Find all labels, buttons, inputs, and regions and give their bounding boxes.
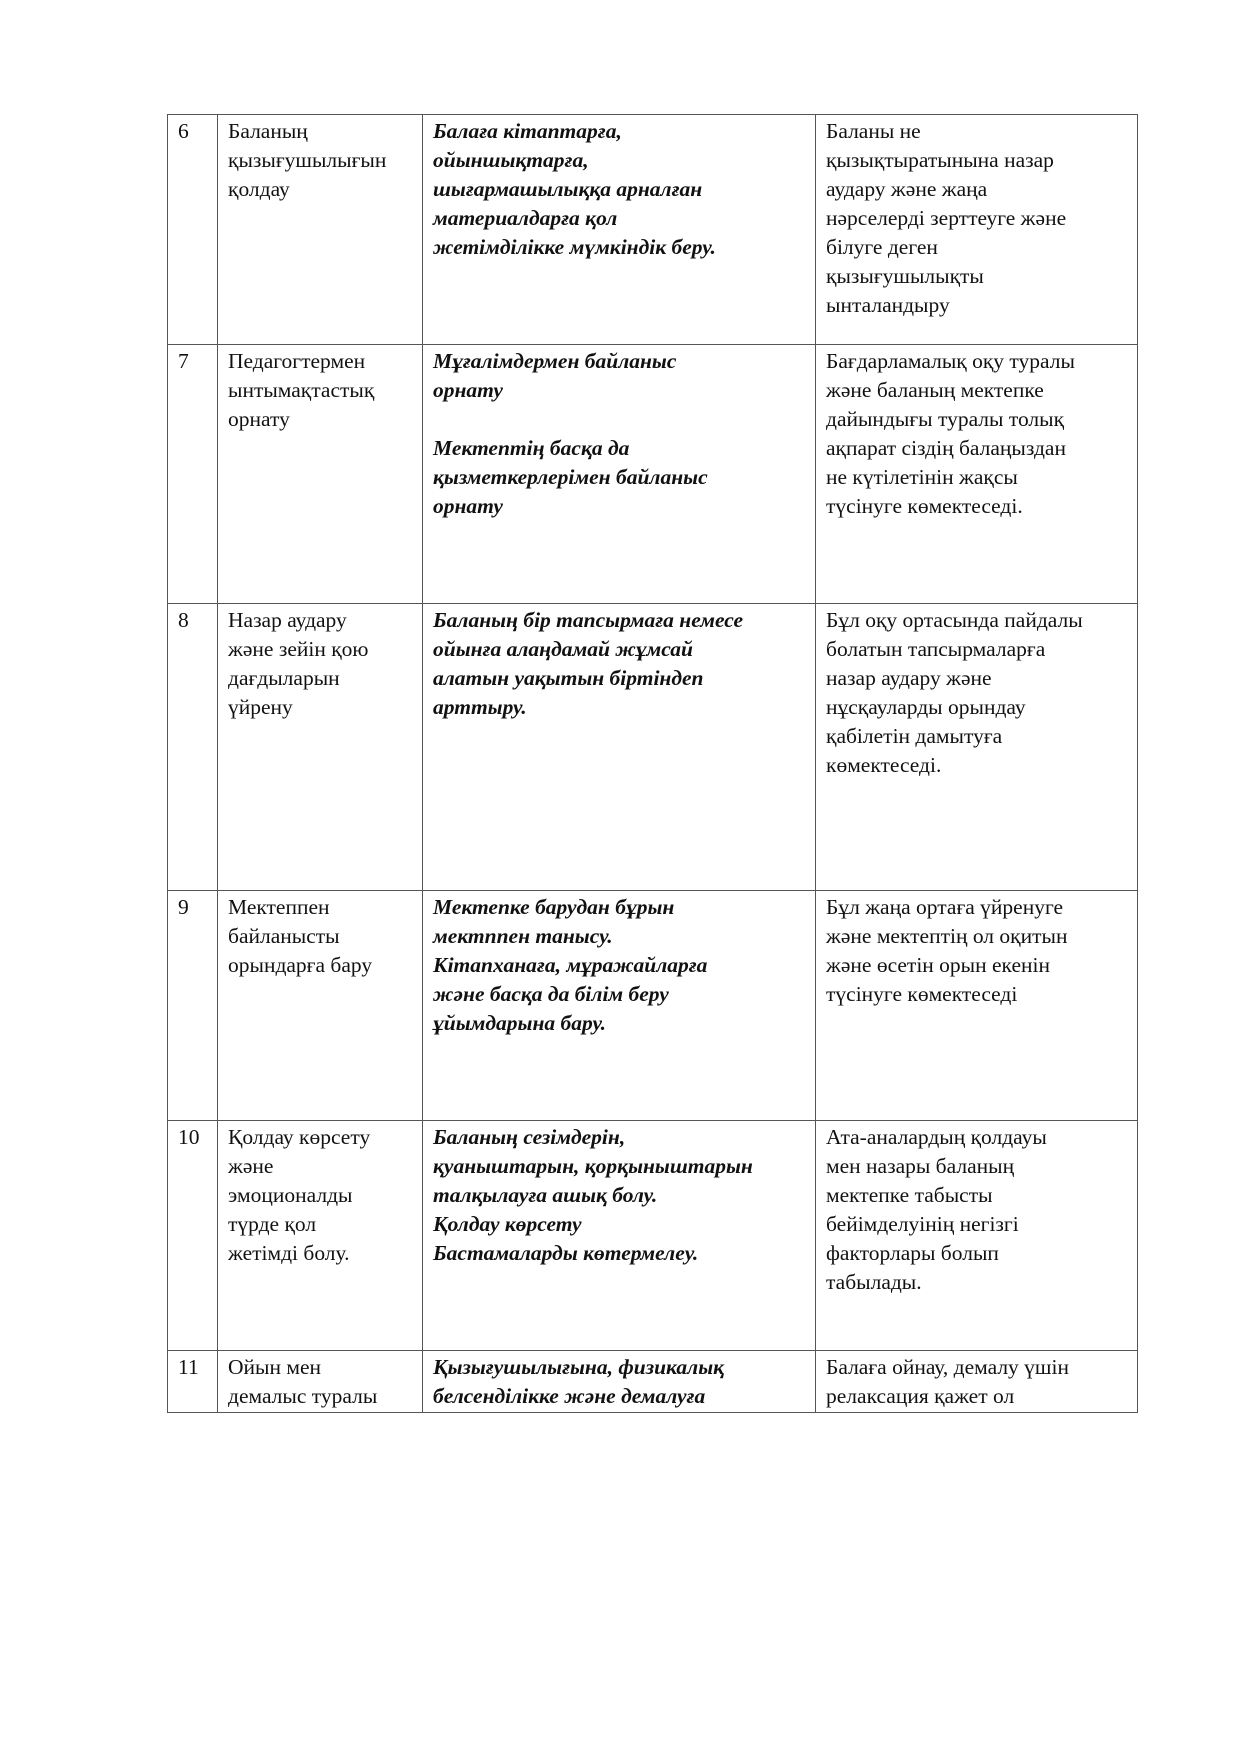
row-topic: Мектеппен байланысты орындарға бару [218,891,423,1121]
row-number: 9 [168,891,218,1121]
row-topic: Ойын мен демалыс туралы [218,1351,423,1413]
row-result: Бағдарламалық оқу туралы және баланың мектепке дайындығы туралы толық ақпарат сіздің балаңыздан не күтілетінін жақсы түсінуге көмектеседі. [816,345,1138,604]
row-number: 8 [168,604,218,891]
table-row [168,345,1138,604]
table-row [168,891,1138,1121]
row-number: 10 [168,1121,218,1351]
row-action: Мектепке барудан бұрын мектппен танысу. Кітапханаға, мұражайларға және басқа да білім беру ұйымдарына бару. [423,891,816,1121]
row-number: 7 [168,345,218,604]
row-topic: Назар аудару және зейін қою дағдыларын үйрену [218,604,423,891]
row-number: 6 [168,115,218,345]
row-action: Қызығушылығына, физикалық белсенділікке және демалуға [423,1351,816,1413]
row-topic: Баланың қызығушылығын қолдау [218,115,423,345]
table-row [168,1351,1138,1413]
row-result: Бұл оқу ортасында пайдалы болатын тапсырмаларға назар аудару және нұсқауларды орындау қабілетін дамытуға көмектеседі. [816,604,1138,891]
row-topic: Педагогтермен ынтымақтастық орнату [218,345,423,604]
table-row [168,115,1138,345]
row-action: Балаға кітаптарға, ойыншықтарға, шығармашылыққа арналған материалдарға қол жетімділікке мүмкіндік беру. [423,115,816,345]
row-result: Ата-аналардың қолдауы мен назары баланың мектепке табысты бейімделуінің негізгі факторлары болып табылады. [816,1121,1138,1351]
row-result: Балаға ойнау, демалу үшін релаксация қажет ол [816,1351,1138,1413]
paragraph-gap [433,405,807,434]
row-action: Мұғалімдермен байланыс орнату Мектептің басқа да қызметкерлерімен байланыс орнату [423,345,816,604]
row-result: Бұл жаңа ортаға үйренуге және мектептің ол оқитын және өсетін орын екенін түсінуге көмектеседі [816,891,1138,1121]
row-action: Баланың бір тапсырмаға немесе ойынға алаңдамай жұмсай алатын уақытын біртіндеп арттыру. [423,604,816,891]
table-row [168,604,1138,891]
document-table [167,114,1138,1413]
row-result: Баланы не қызықтыратынына назар аудару және жаңа нәрселерді зерттеуге және білуге деген қызығушылықты ынталандыру [816,115,1138,345]
row-topic: Қолдау көрсету және эмоционалды түрде қол жетімді болу. [218,1121,423,1351]
row-number: 11 [168,1351,218,1413]
table-row [168,1121,1138,1351]
row-action: Баланың сезімдерін, қуаныштарын, қорқыныштарын талқылауға ашық болу. Қолдау көрсету Бастамаларды көтермелеу. [423,1121,816,1351]
